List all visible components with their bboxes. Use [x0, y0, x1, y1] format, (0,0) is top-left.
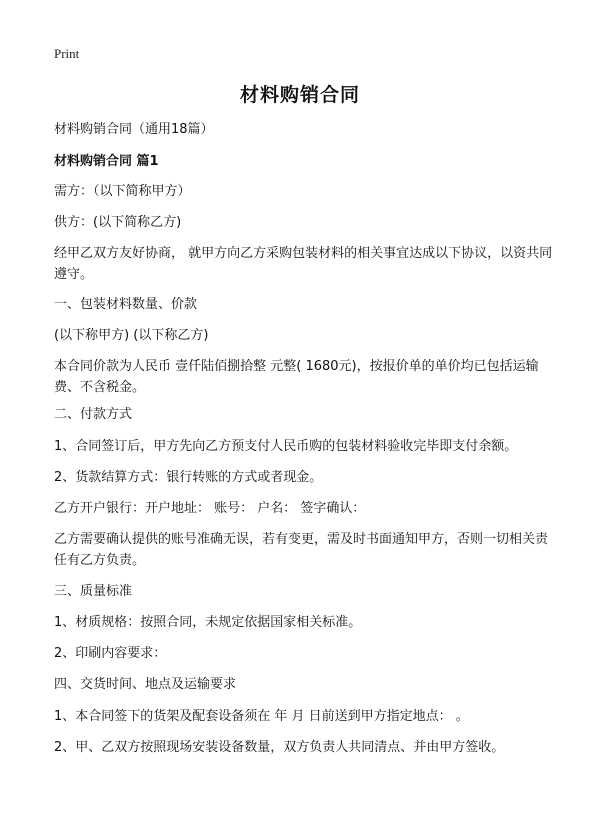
paragraph-bank-info: 乙方开户银行：开户地址： 账号： 户名： 签字确认： — [54, 501, 366, 516]
paragraph-price: 本合同价款为人民币 壹仟陆佰捌拾整 元整( 1680元)，按报价单的单价均已包括运输费、不含税金。 — [54, 359, 539, 395]
print-link[interactable]: Print — [54, 46, 80, 61]
paragraph-account-confirm: 乙方需要确认提供的账号准确无误，若有变更，需及时书面通知甲方，否则一切相关责任有乙方负责。 — [54, 532, 549, 568]
paragraph-buyer: 需方：（以下简称甲方） — [54, 184, 191, 199]
paragraph-quality-1: 1、材质规格：按照合同，未规定依据国家相关标准。 — [54, 615, 362, 630]
paragraph-delivery-1: 1、本合同签下的货架及配套设备须在 年 月 日前送到甲方指定地点： 。 — [54, 709, 469, 724]
heading-payment: 二、付款方式 — [54, 407, 133, 422]
document-title: 材料购销合同 — [239, 84, 360, 106]
paragraph-payment-1: 1、合同签订后，甲方先向乙方预支付人民币购的包装材料验收完毕即支付余额。 — [54, 439, 518, 454]
paragraph-delivery-2: 2、甲、乙双方按照现场安装设备数量，双方负责人共同清点、并由甲方签收。 — [54, 740, 505, 755]
heading-quantity-price: 一、包装材料数量、价款 — [54, 297, 198, 312]
paragraph-seller: 供方：(以下简称乙方) — [54, 215, 182, 230]
paragraph-quality-2: 2、印刷内容要求： — [54, 646, 167, 661]
paragraph-intro: 经甲乙双方友好协商， 就甲方向乙方采购包装材料的相关事宜达成以下协议，以资共同遵守。 — [54, 246, 553, 282]
document-subtitle: 材料购销合同（通用18篇） — [54, 122, 214, 137]
section-heading: 材料购销合同 篇1 — [54, 154, 159, 169]
heading-delivery: 四、交货时间、地点及运输要求 — [54, 677, 237, 692]
paragraph-parties: (以下称甲方) (以下称乙方) — [54, 328, 209, 343]
heading-quality: 三、质量标准 — [54, 584, 133, 599]
paragraph-payment-2: 2、货款结算方式：银行转账的方式或者现金。 — [54, 470, 323, 485]
